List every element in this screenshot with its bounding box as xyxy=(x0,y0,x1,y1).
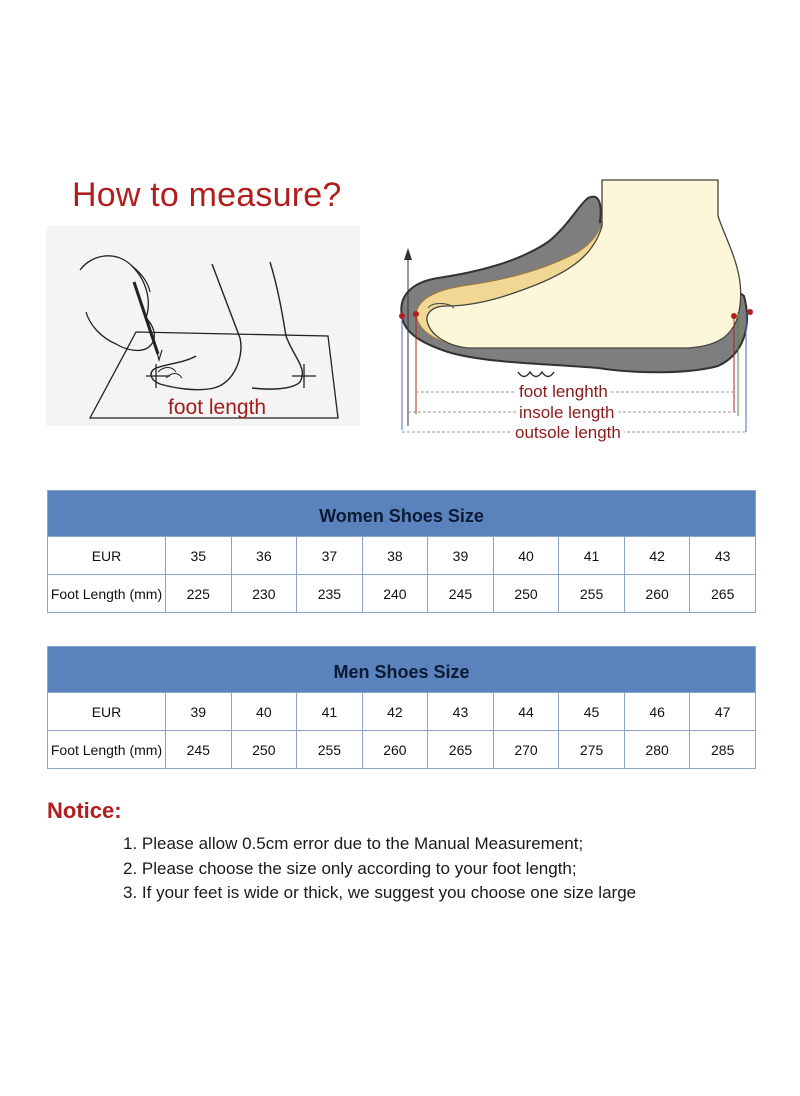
table-cell: 280 xyxy=(624,731,690,769)
table-cell: 275 xyxy=(559,731,625,769)
insole-length-diagram-label: insole length xyxy=(516,403,617,423)
table-cell: 43 xyxy=(690,537,756,575)
table-row xyxy=(48,731,756,769)
table-cell: 235 xyxy=(297,575,363,613)
table-cell: 42 xyxy=(624,537,690,575)
table-cell: 41 xyxy=(297,693,363,731)
table-row xyxy=(48,693,756,731)
foot-length-label: foot length xyxy=(168,396,267,419)
table-cell: 40 xyxy=(493,537,559,575)
table-cell: 265 xyxy=(690,575,756,613)
table-cell: 260 xyxy=(624,575,690,613)
table-cell: 41 xyxy=(559,537,625,575)
table-cell: 245 xyxy=(428,575,494,613)
table-cell: 42 xyxy=(362,693,428,731)
table-cell: 240 xyxy=(362,575,428,613)
table-cell: 47 xyxy=(690,693,756,731)
women-size-table xyxy=(47,490,756,613)
table-cell: 245 xyxy=(166,731,232,769)
men-table-title: Men Shoes Size xyxy=(48,647,756,693)
table-cell: 39 xyxy=(166,693,232,731)
table-cell: 260 xyxy=(362,731,428,769)
table-cell: 225 xyxy=(166,575,232,613)
page-title: How to measure? xyxy=(72,176,342,214)
table-cell: 270 xyxy=(493,731,559,769)
table-cell: 44 xyxy=(493,693,559,731)
outsole-length-diagram-label: outsole length xyxy=(512,423,624,443)
table-cell: 230 xyxy=(231,575,297,613)
row-label: EUR xyxy=(48,537,166,575)
row-label: EUR xyxy=(48,693,166,731)
notice-item: 1. Please allow 0.5cm error due to the Manual Measurement; xyxy=(123,834,584,853)
table-cell: 39 xyxy=(428,537,494,575)
table-cell: 43 xyxy=(428,693,494,731)
notice-title: Notice: xyxy=(47,798,122,823)
row-label: Foot Length (mm) xyxy=(48,731,166,769)
shoe-measurement-diagram xyxy=(388,176,760,446)
table-cell: 250 xyxy=(493,575,559,613)
men-size-table xyxy=(47,646,756,769)
table-cell: 40 xyxy=(231,693,297,731)
table-cell: 285 xyxy=(690,731,756,769)
notice-item: 3. If your feet is wide or thick, we suggest you choose one size large xyxy=(123,883,637,902)
table-cell: 255 xyxy=(297,731,363,769)
women-table-title: Women Shoes Size xyxy=(48,491,756,537)
table-cell: 46 xyxy=(624,693,690,731)
table-cell: 45 xyxy=(559,693,625,731)
foot-length-diagram-label: foot lenghth xyxy=(516,382,611,402)
table-cell: 265 xyxy=(428,731,494,769)
notice-list xyxy=(123,832,636,906)
table-row xyxy=(48,537,756,575)
table-cell: 250 xyxy=(231,731,297,769)
notice-item: 2. Please choose the size only according to your foot length; xyxy=(123,858,577,878)
table-cell: 255 xyxy=(559,575,625,613)
row-label: Foot Length (mm) xyxy=(48,575,166,613)
table-row xyxy=(48,575,756,613)
table-cell: 35 xyxy=(166,537,232,575)
table-cell: 36 xyxy=(231,537,297,575)
table-cell: 38 xyxy=(362,537,428,575)
table-cell: 37 xyxy=(297,537,363,575)
